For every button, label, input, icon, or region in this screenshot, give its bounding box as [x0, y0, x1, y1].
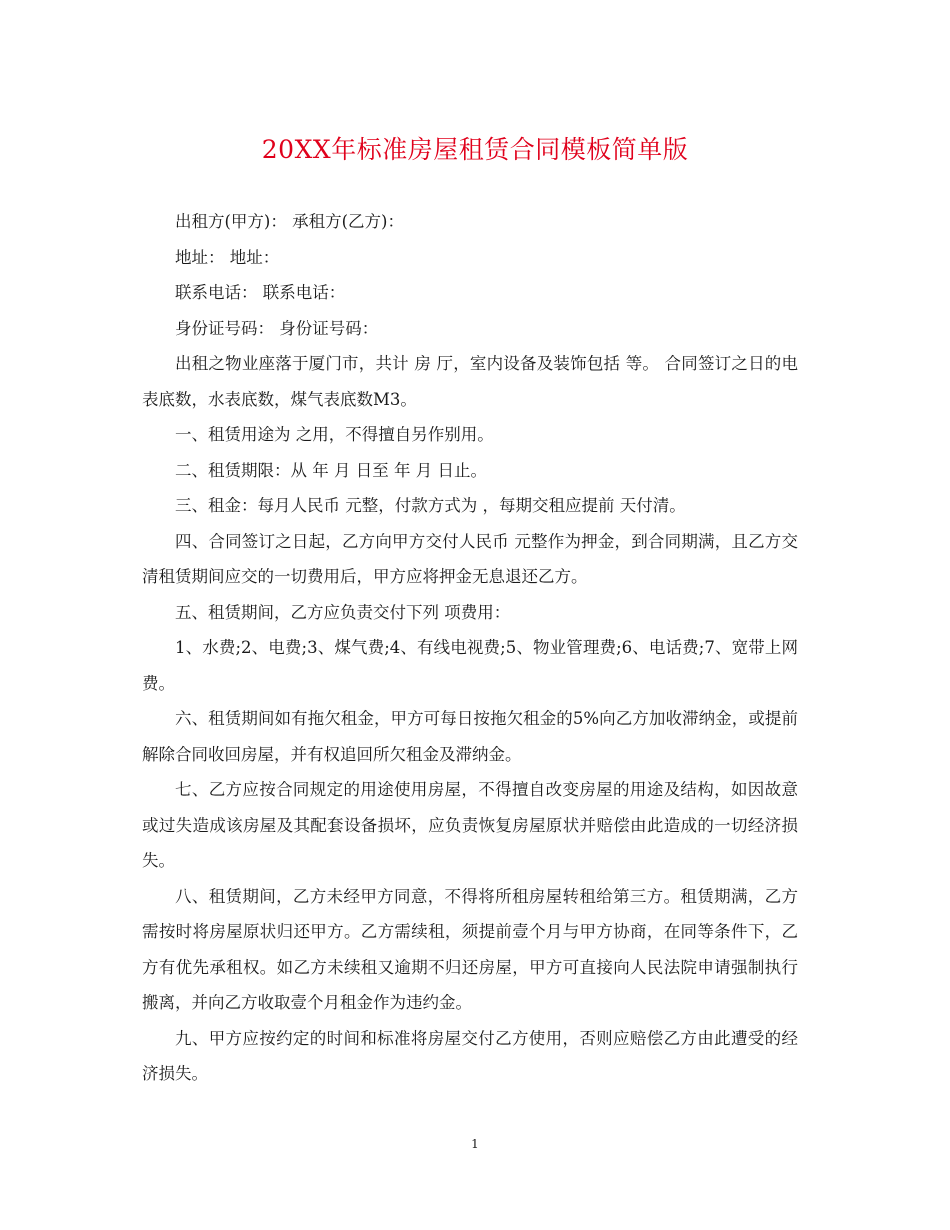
address-line: 地址： 地址： — [175, 247, 280, 267]
clause-3: 三、租金：每月人民币 元整，付款方式为 ，每期交租应提前 天付清。 — [175, 496, 686, 515]
phone-line: 联系电话： 联系电话： — [175, 283, 346, 302]
party-names-line: 出租方(甲方)： 承租方(乙方)： — [175, 212, 404, 231]
clause-4: 四、合同签订之日起，乙方向甲方交付人民币 元整作为押金，到合同期满，且乙方交清租赁期间应交的一切费用后，甲方应将押金无息退还乙方。 — [142, 531, 798, 586]
clause-8: 八、租赁期间，乙方未经甲方同意，不得将所租房屋转租给第三方。租赁期满，乙方需按时将房屋原状归还甲方。乙方需续租，须提前壹个月与甲方协商，在同等条件下，乙方有优先承租权。如乙方未续租又逾期不归还房屋，甲方可直接向人民法院申请强制执行搬离，并向乙方收取壹个月租金作为违约金。 — [142, 886, 798, 1012]
clause-9: 九、甲方应按约定的时间和标准将房屋交付乙方使用，否则应赔偿乙方由此遭受的经济损失。 — [142, 1028, 798, 1083]
page-number: 1 — [471, 1137, 479, 1151]
id-number-line: 身份证号码： 身份证号码： — [175, 318, 379, 338]
clause-6: 六、租赁期间如有拖欠租金，甲方可每日按拖欠租金的5%向乙方加收滞纳金，或提前解除合同收回房屋，并有权追回所欠租金及滞纳金。 — [142, 709, 798, 764]
clause-5: 五、租赁期间，乙方应负责交付下列 项费用： — [175, 602, 511, 622]
clause-7: 七、乙方应按合同规定的用途使用房屋，不得擅自改变房屋的用途及结构，如因故意或过失造成该房屋及其配套设备损坏，应负责恢复房屋原状并赔偿由此造成的一切经济损失。 — [142, 780, 798, 870]
clause-1: 一、租赁用途为 之用，不得擅自另作别用。 — [175, 425, 494, 444]
fee-list: 1、水费;2、电费;3、煤气费;4、有线电视费;5、物业管理费;6、电话费;7、宽带上网费。 — [142, 638, 798, 693]
document-body — [142, 204, 798, 1092]
clause-2: 二、租赁期限：从 年 月 日至 年 月 日止。 — [175, 460, 487, 480]
document-title: 20XX年标准房屋租赁合同模板简单版 — [261, 135, 689, 164]
property-paragraph: 出租之物业座落于厦门市，共计 房 厅，室内设备及装饰包括 等。 合同签订之日的电表底数，水表底数，煤气表底数M3。 — [142, 354, 798, 409]
